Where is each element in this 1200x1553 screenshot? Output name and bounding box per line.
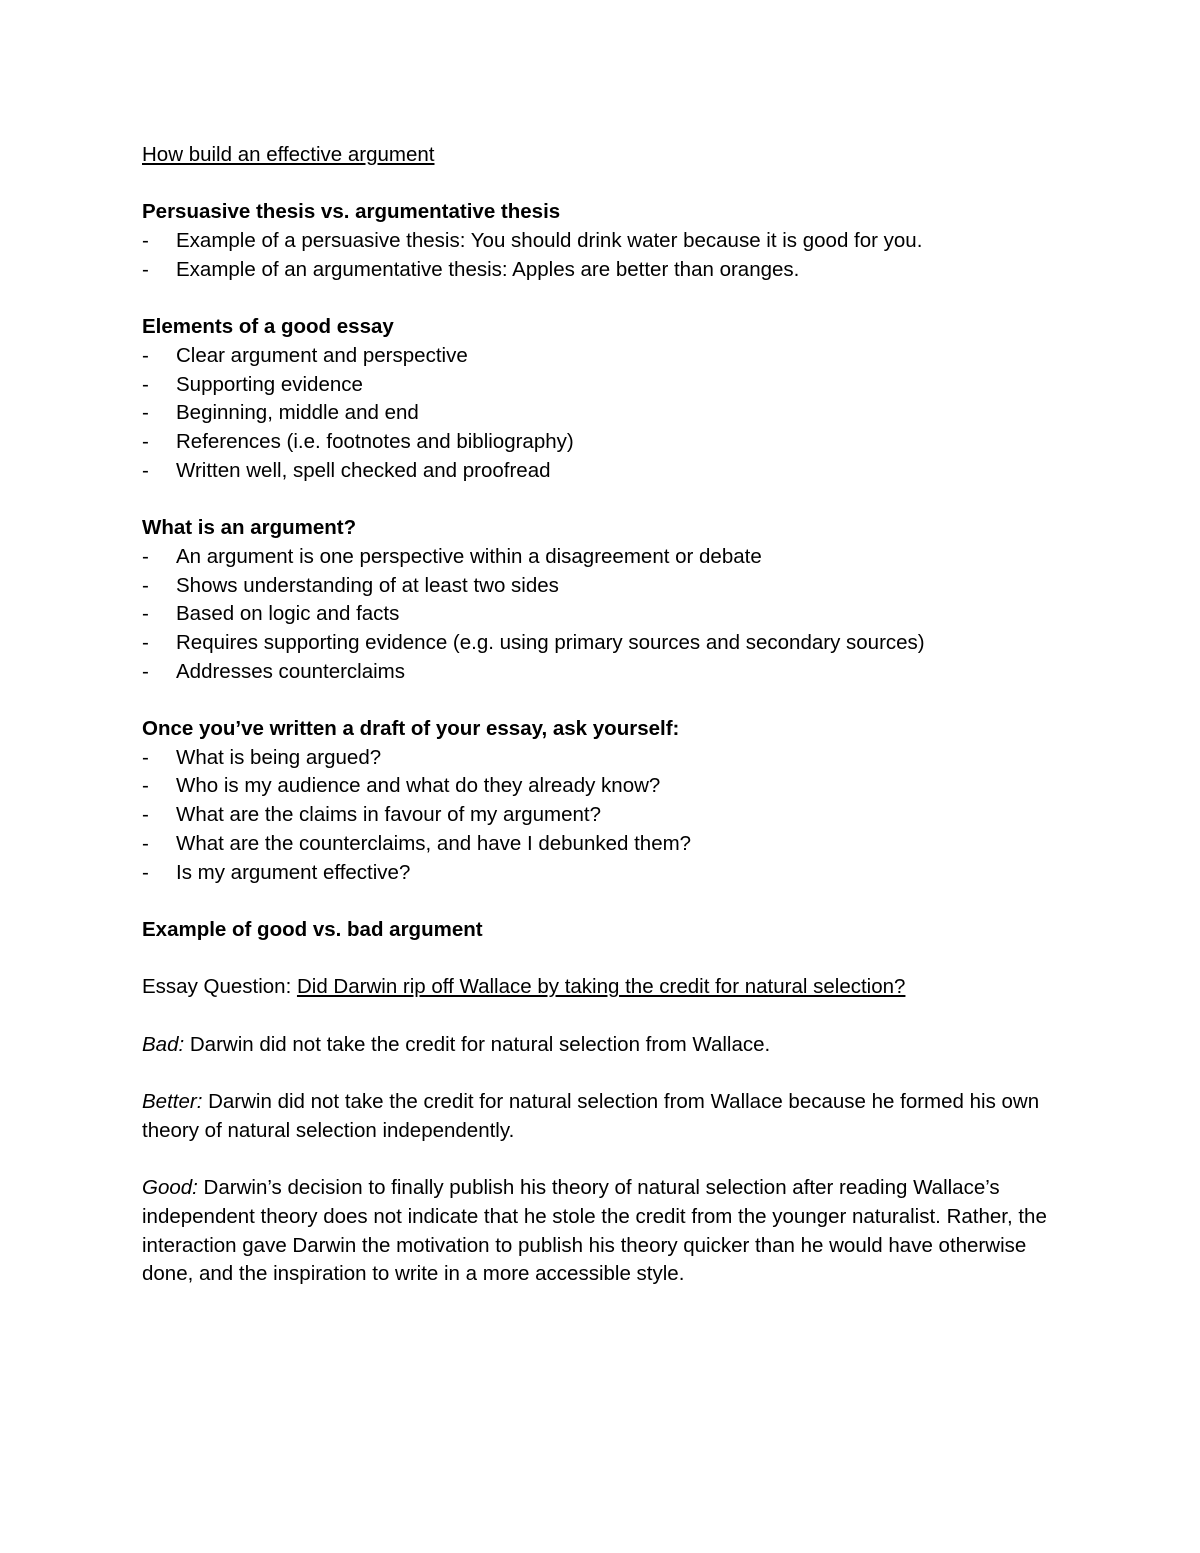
section-heading: Persuasive thesis vs. argumentative thesis — [142, 200, 561, 224]
example-heading: Example of good vs. bad argument — [142, 917, 483, 941]
better-label: Better: — [142, 1090, 203, 1114]
spacer — [142, 945, 1082, 974]
spacer — [142, 485, 1082, 514]
essay-question — [142, 973, 1082, 1002]
list-item: - An argument is one perspective within a disagreement or debate — [142, 543, 1082, 572]
list-item: - Example of a persuasive thesis: You should drink water because it is good for you. — [142, 227, 1082, 256]
spacer — [142, 1059, 1082, 1088]
better-example — [142, 1088, 1082, 1145]
section-heading: What is an argument? — [142, 516, 357, 540]
list-item: - What are the claims in favour of my argument? — [142, 801, 1082, 830]
section-list — [142, 744, 1082, 888]
list-item: - Shows understanding of at least two sides — [142, 572, 1082, 601]
document-title: How build an effective argument — [142, 143, 435, 166]
essay-question-text: Did Darwin rip off Wallace by taking the credit for natural selection? — [296, 975, 906, 999]
spacer — [142, 1002, 1082, 1031]
bad-example — [142, 1031, 1082, 1060]
section-list — [142, 342, 1082, 486]
list-item: - References (i.e. footnotes and bibliography) — [142, 428, 1082, 457]
essay-question-label: Essay Question: — [142, 975, 297, 999]
list-item: - Requires supporting evidence (e.g. using primary sources and secondary sources) — [142, 629, 1082, 658]
good-label: Good: — [142, 1176, 198, 1200]
list-item: - Clear argument and perspective — [142, 342, 1082, 371]
section-heading: Elements of a good essay — [142, 315, 394, 339]
list-item: - Beginning, middle and end — [142, 399, 1082, 428]
list-item: - Addresses counterclaims — [142, 658, 1082, 687]
section-heading: Once you’ve written a draft of your essay, ask yourself: — [142, 717, 680, 740]
spacer — [142, 1145, 1082, 1174]
section-list — [142, 543, 1082, 687]
list-item: - Who is my audience and what do they already know? — [142, 772, 1082, 801]
document-page — [142, 141, 1082, 1289]
spacer — [142, 170, 1082, 199]
better-text: Darwin did not take the credit for natural selection from Wallace because he formed his own theory of natural selection independently. — [142, 1090, 1040, 1142]
list-item: - Is my argument effective? — [142, 859, 1082, 888]
bad-text: Darwin did not take the credit for natural selection from Wallace. — [184, 1032, 771, 1056]
list-item: - What is being argued? — [142, 744, 1082, 773]
list-item: - Written well, spell checked and proofread — [142, 457, 1082, 486]
section-list — [142, 227, 1082, 284]
good-text: Darwin’s decision to finally publish his theory of natural selection after reading Wallace’s independent theory does not indicate that he stole the credit from the younger naturalist. Rather, the interaction gave Darwin the motivation to publish his theory quicker than he would have otherwise done, and the inspiration to write in a more accessible style. — [142, 1176, 1047, 1286]
spacer — [142, 686, 1082, 715]
spacer — [142, 887, 1082, 916]
bad-label: Bad: — [142, 1032, 185, 1056]
list-item: - Supporting evidence — [142, 371, 1082, 400]
list-item: - What are the counterclaims, and have I debunked them? — [142, 830, 1082, 859]
good-example — [142, 1174, 1082, 1289]
spacer — [142, 285, 1082, 314]
list-item: - Based on logic and facts — [142, 600, 1082, 629]
list-item: - Example of an argumentative thesis: Apples are better than oranges. — [142, 256, 1082, 285]
